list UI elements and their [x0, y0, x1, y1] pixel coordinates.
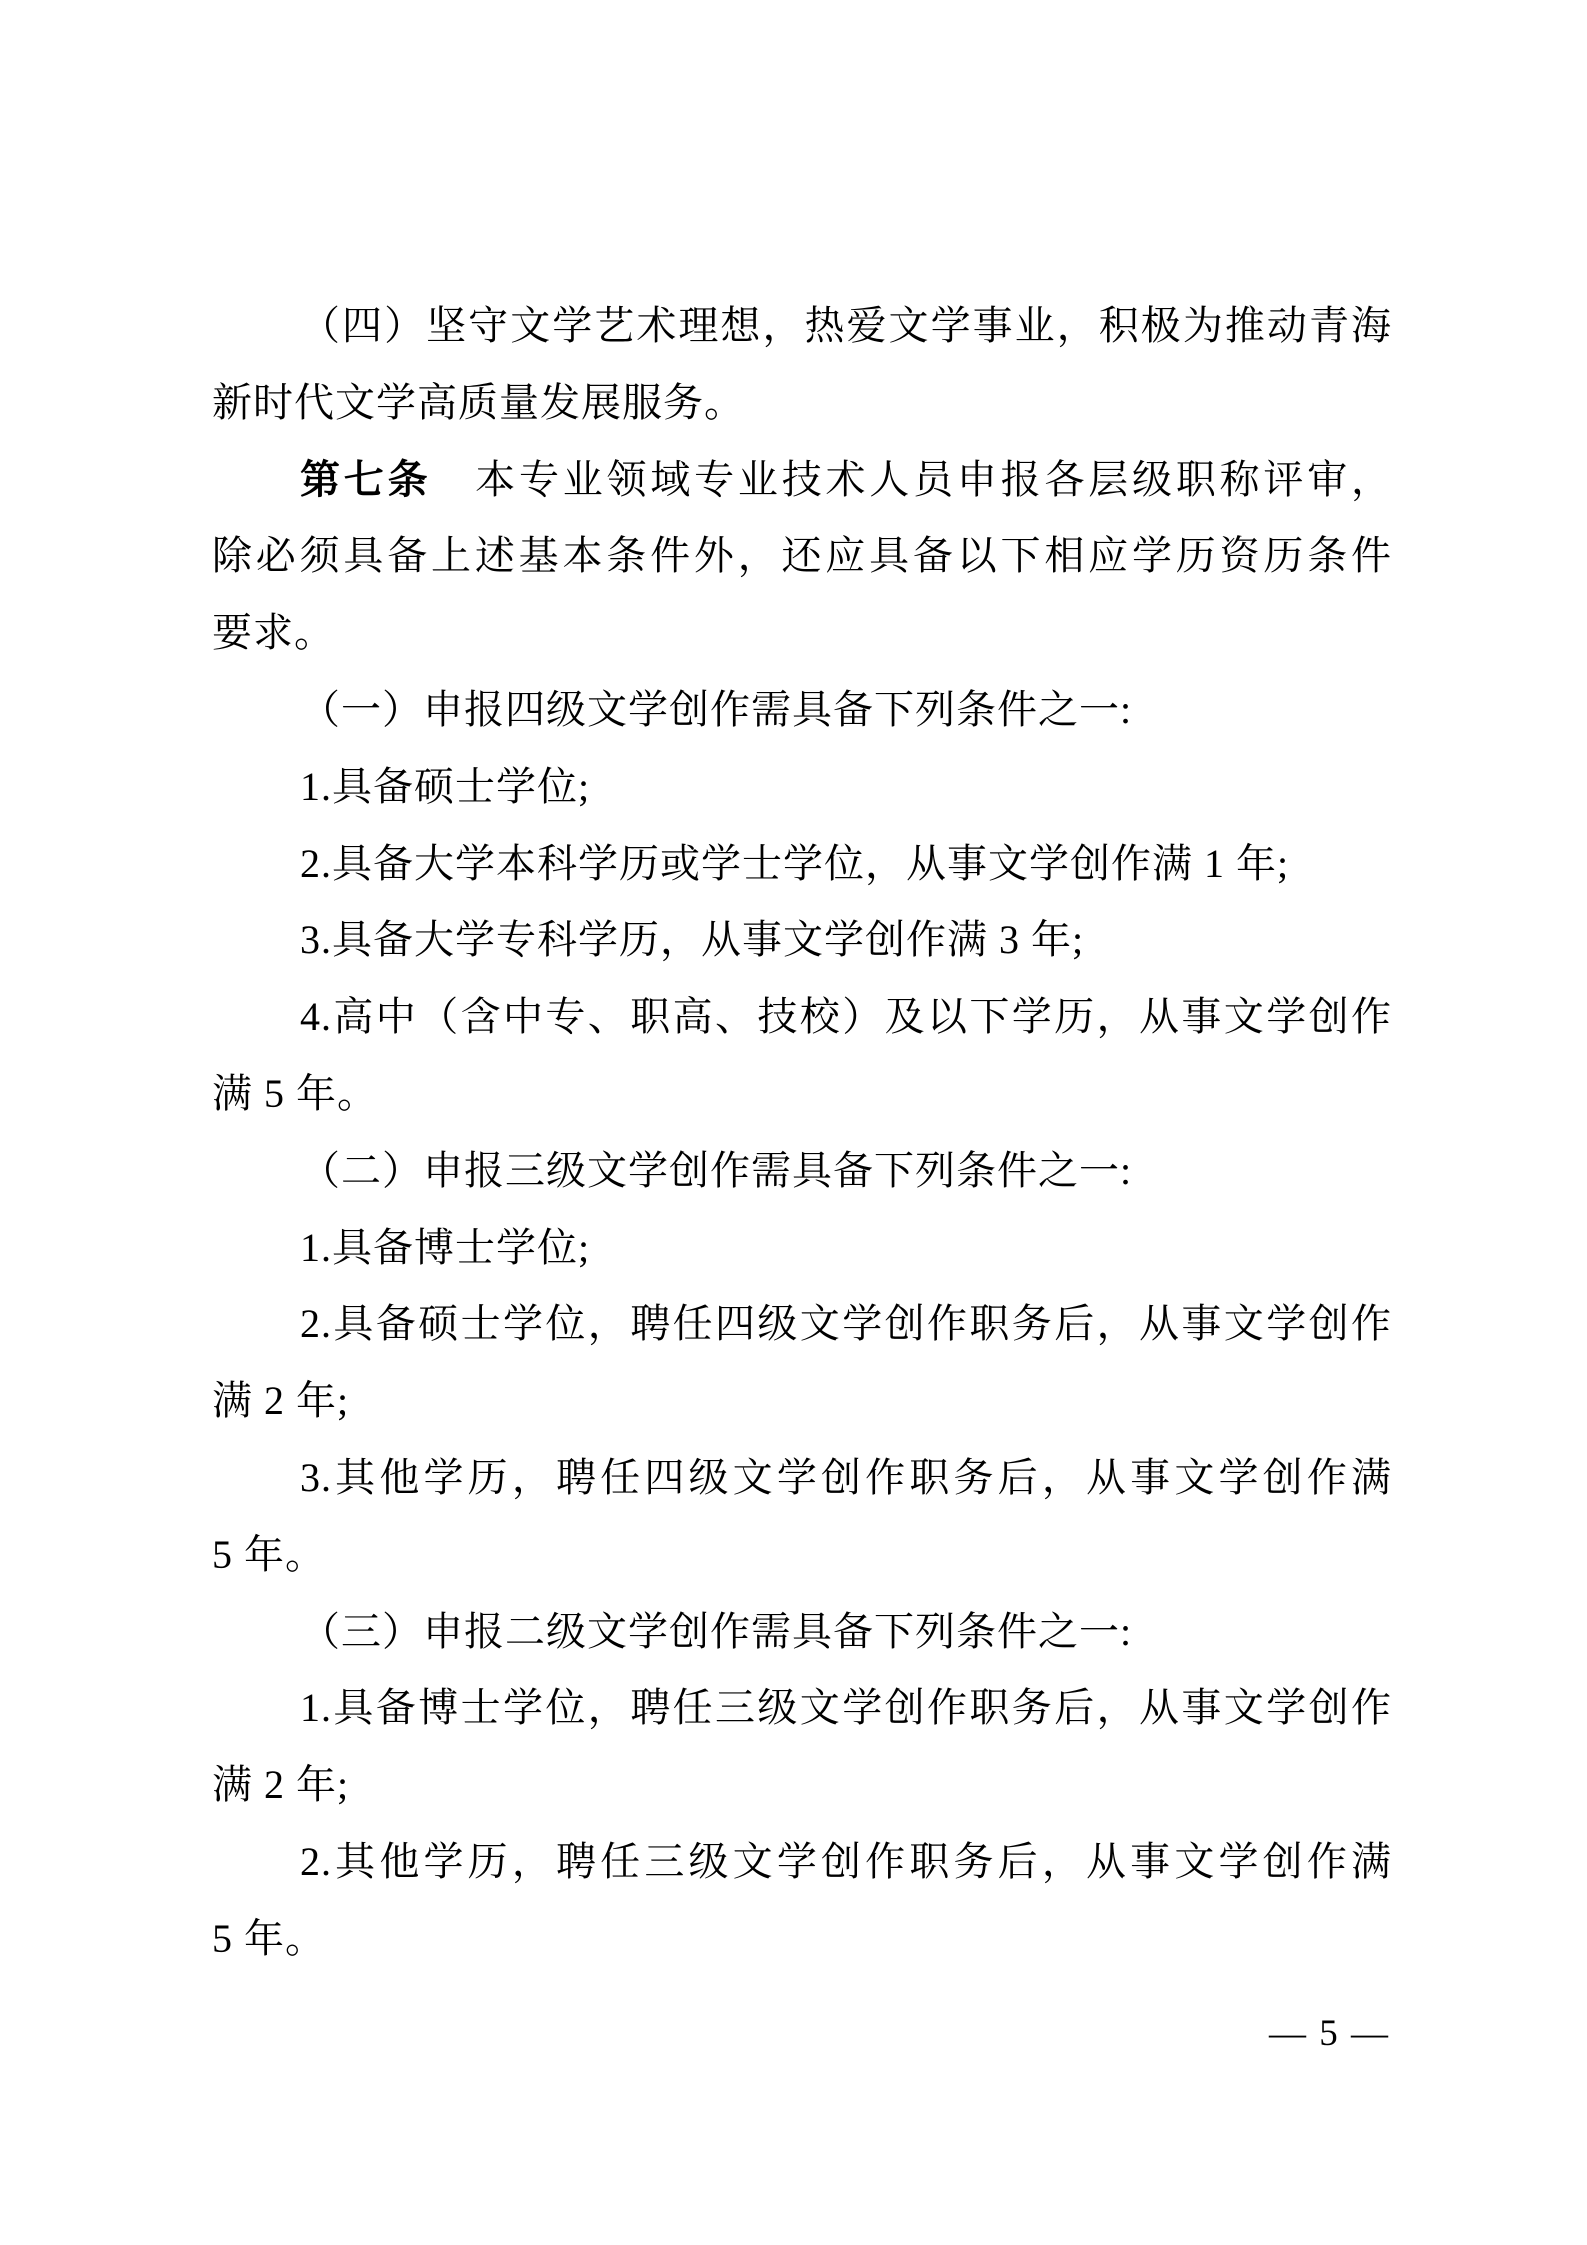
line-text: 3.其他学历，聘任四级文学创作职务后，从事文学创作满	[300, 1454, 1392, 1500]
line-text: 满 2 年;	[212, 1378, 350, 1424]
text-line	[212, 1056, 1392, 1133]
bold-run: 第七条	[300, 456, 432, 502]
line-text: （三）申报二级文学创作需具备下列条件之一:	[300, 1608, 1133, 1654]
text-line	[212, 518, 1392, 595]
text-line	[212, 1133, 1392, 1210]
text-line	[212, 365, 1392, 442]
line-text: 除必须具备上述基本条件外，还应具备以下相应学历资历条件	[212, 533, 1392, 579]
text-line	[212, 672, 1392, 749]
line-text: 1.具备博士学位;	[300, 1224, 591, 1270]
text-line	[212, 1440, 1392, 1517]
text-line	[212, 288, 1392, 365]
line-text: 1.具备博士学位，聘任三级文学创作职务后，从事文学创作	[300, 1685, 1392, 1731]
line-text: （一）申报四级文学创作需具备下列条件之一:	[300, 686, 1133, 732]
line-text: （四）坚守文学艺术理想，热爱文学事业，积极为推动青海	[300, 303, 1392, 348]
line-text: 2.其他学历，聘任三级文学创作职务后，从事文学创作满	[300, 1838, 1392, 1884]
document-body	[212, 288, 1392, 1978]
line-text: 2.具备大学本科学历或学士学位，从事文学创作满 1 年;	[300, 840, 1290, 886]
text-line	[212, 1824, 1392, 1901]
text-line	[212, 902, 1392, 979]
text-line	[212, 1363, 1392, 1440]
text-line	[212, 826, 1392, 903]
line-text: 3.具备大学专科学历，从事文学创作满 3 年;	[300, 917, 1085, 963]
line-text: 满 5 年。	[212, 1070, 378, 1116]
text-line	[212, 1286, 1392, 1363]
text-line	[212, 979, 1392, 1056]
line-text: 5 年。	[212, 1531, 326, 1577]
line-text: 1.具备硕士学位;	[300, 763, 591, 809]
text-line	[212, 1670, 1392, 1747]
text-line	[212, 1747, 1392, 1824]
text-line	[212, 749, 1392, 826]
text-line	[212, 1901, 1392, 1978]
text-line	[212, 1517, 1392, 1594]
line-text: 要求。	[212, 610, 335, 656]
text-line	[212, 442, 1392, 519]
text-line	[212, 595, 1392, 672]
line-text: （二）申报三级文学创作需具备下列条件之一:	[300, 1147, 1133, 1193]
text-line	[212, 1210, 1392, 1287]
line-text: 5 年。	[212, 1915, 326, 1961]
page-number: — 5 —	[1269, 2013, 1390, 2054]
line-text: 满 2 年;	[212, 1762, 350, 1808]
text-line	[212, 1594, 1392, 1671]
line-text: 本专业领域专业技术人员申报各层级职称评审，	[431, 456, 1392, 502]
line-text: 2.具备硕士学位，聘任四级文学创作职务后，从事文学创作	[300, 1301, 1392, 1347]
line-text: 新时代文学高质量发展服务。	[212, 379, 745, 425]
line-text: 4.高中（含中专、职高、技校）及以下学历，从事文学创作	[300, 994, 1392, 1040]
